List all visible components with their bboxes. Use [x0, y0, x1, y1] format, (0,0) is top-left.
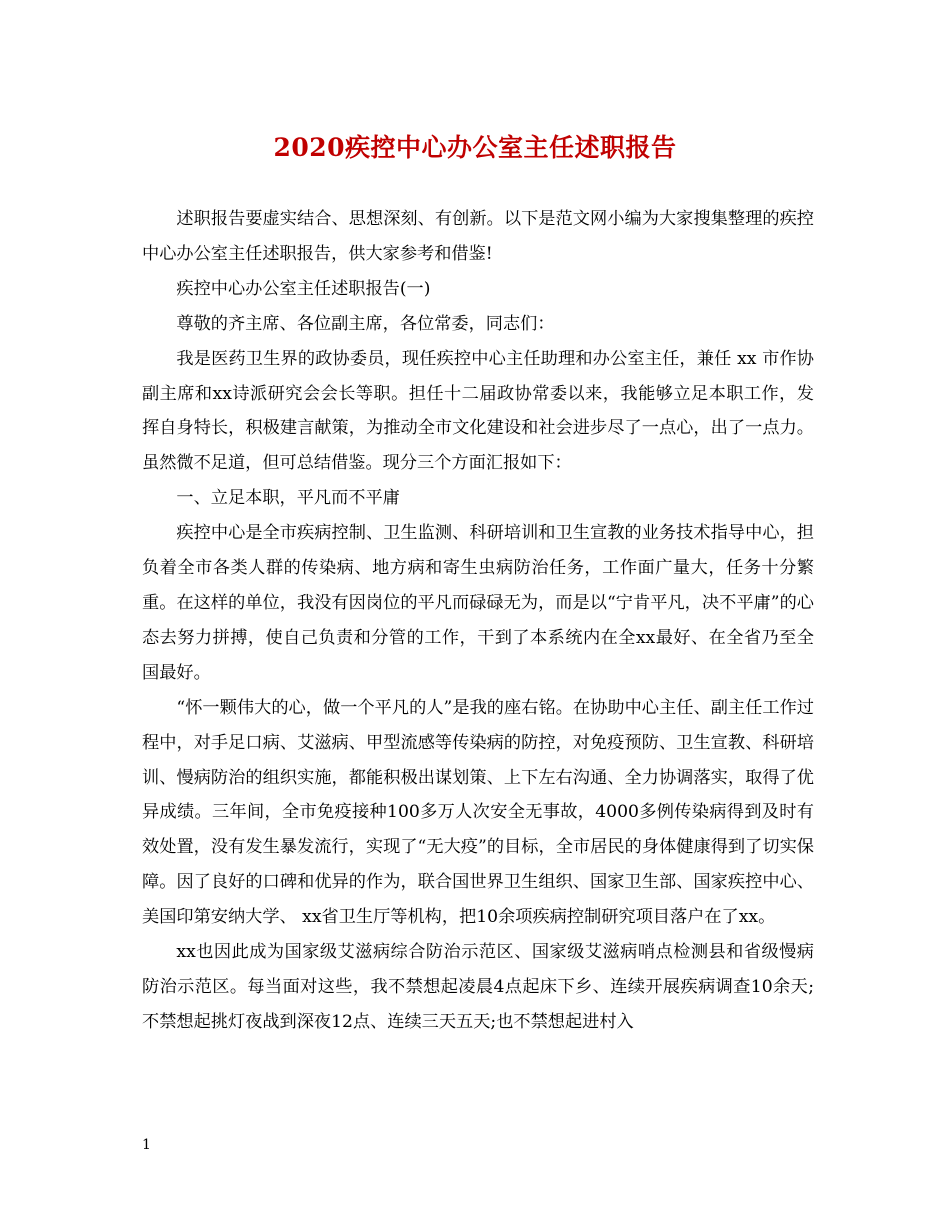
- body-paragraph: 我是医药卫生界的政协委员，现任疾控中心主任助理和办公室主任，兼任 xx 市作协副主席和xx诗派研究会会长等职。担任十二届政协常委以来，我能够立足本职工作，发挥自身特长，积极建言献策，为推动全市文化建设和社会进步尽了一点心，出了一点力。虽然微不足道，但可总结借鉴。现分三个方面汇报如下：: [142, 348, 814, 474]
- report-subtitle: 疾控中心办公室主任述职报告(一): [176, 278, 431, 299]
- body-paragraph: xx也因此成为国家级艾滋病综合防治示范区、国家级艾滋病哨点检测县和省级慢病防治示范区。每当面对这些，我不禁想起凌晨4点起床下乡、连续开展疾病调查10余天;不禁想起挑灯夜战到深夜12点、连续三天五天;也不禁想起进村入: [142, 942, 814, 1032]
- section-heading: 一、立足本职，平凡而不平庸: [176, 488, 400, 509]
- document-title: 2020疾控中心办公室主任述职报告: [273, 133, 677, 162]
- page-number: 1: [142, 1137, 151, 1153]
- document-body: [142, 202, 814, 1040]
- body-paragraph: “怀一颗伟大的心，做一个平凡的人”是我的座右铭。在协助中心主任、副主任工作过程中，对手足口病、艾滋病、甲型流感等传染病的防控，对免疫预防、卫生宣教、科研培训、慢病防治的组织实施，都能积极出谋划策、上下左右沟通、全力协调落实，取得了优异成绩。三年间，全市免疫接种100多万人次安全无事故，4000多例传染病得到及时有效处置，没有发生暴发流行，实现了“无大疫”的目标，全市居民的身体健康得到了切实保障。因了良好的口碑和优异的作为，联合国世界卫生组织、国家卫生部、国家疾控中心、美国印第安纳大学、 xx省卫生厅等机构，把10余项疾病控制研究项目落户在了xx。: [142, 697, 814, 928]
- body-paragraph: 疾控中心是全市疾病控制、卫生监测、科研培训和卫生宣教的业务技术指导中心，担负着全市各类人群的传染病、地方病和寄生虫病防治任务，工作面广量大，任务十分繁重。在这样的单位，我没有因岗位的平凡而碌碌无为，而是以“宁肯平凡，决不平庸”的心态去努力拼搏，使自己负责和分管的工作，干到了本系统内在全xx最好、在全省乃至全国最好。: [142, 523, 814, 683]
- salutation: 尊敬的齐主席、各位副主席，各位常委，同志们：: [176, 313, 555, 334]
- intro-paragraph: 述职报告要虚实结合、思想深刻、有创新。以下是范文网小编为大家搜集整理的疾控中心办公室主任述职报告，供大家参考和借鉴!: [142, 209, 814, 264]
